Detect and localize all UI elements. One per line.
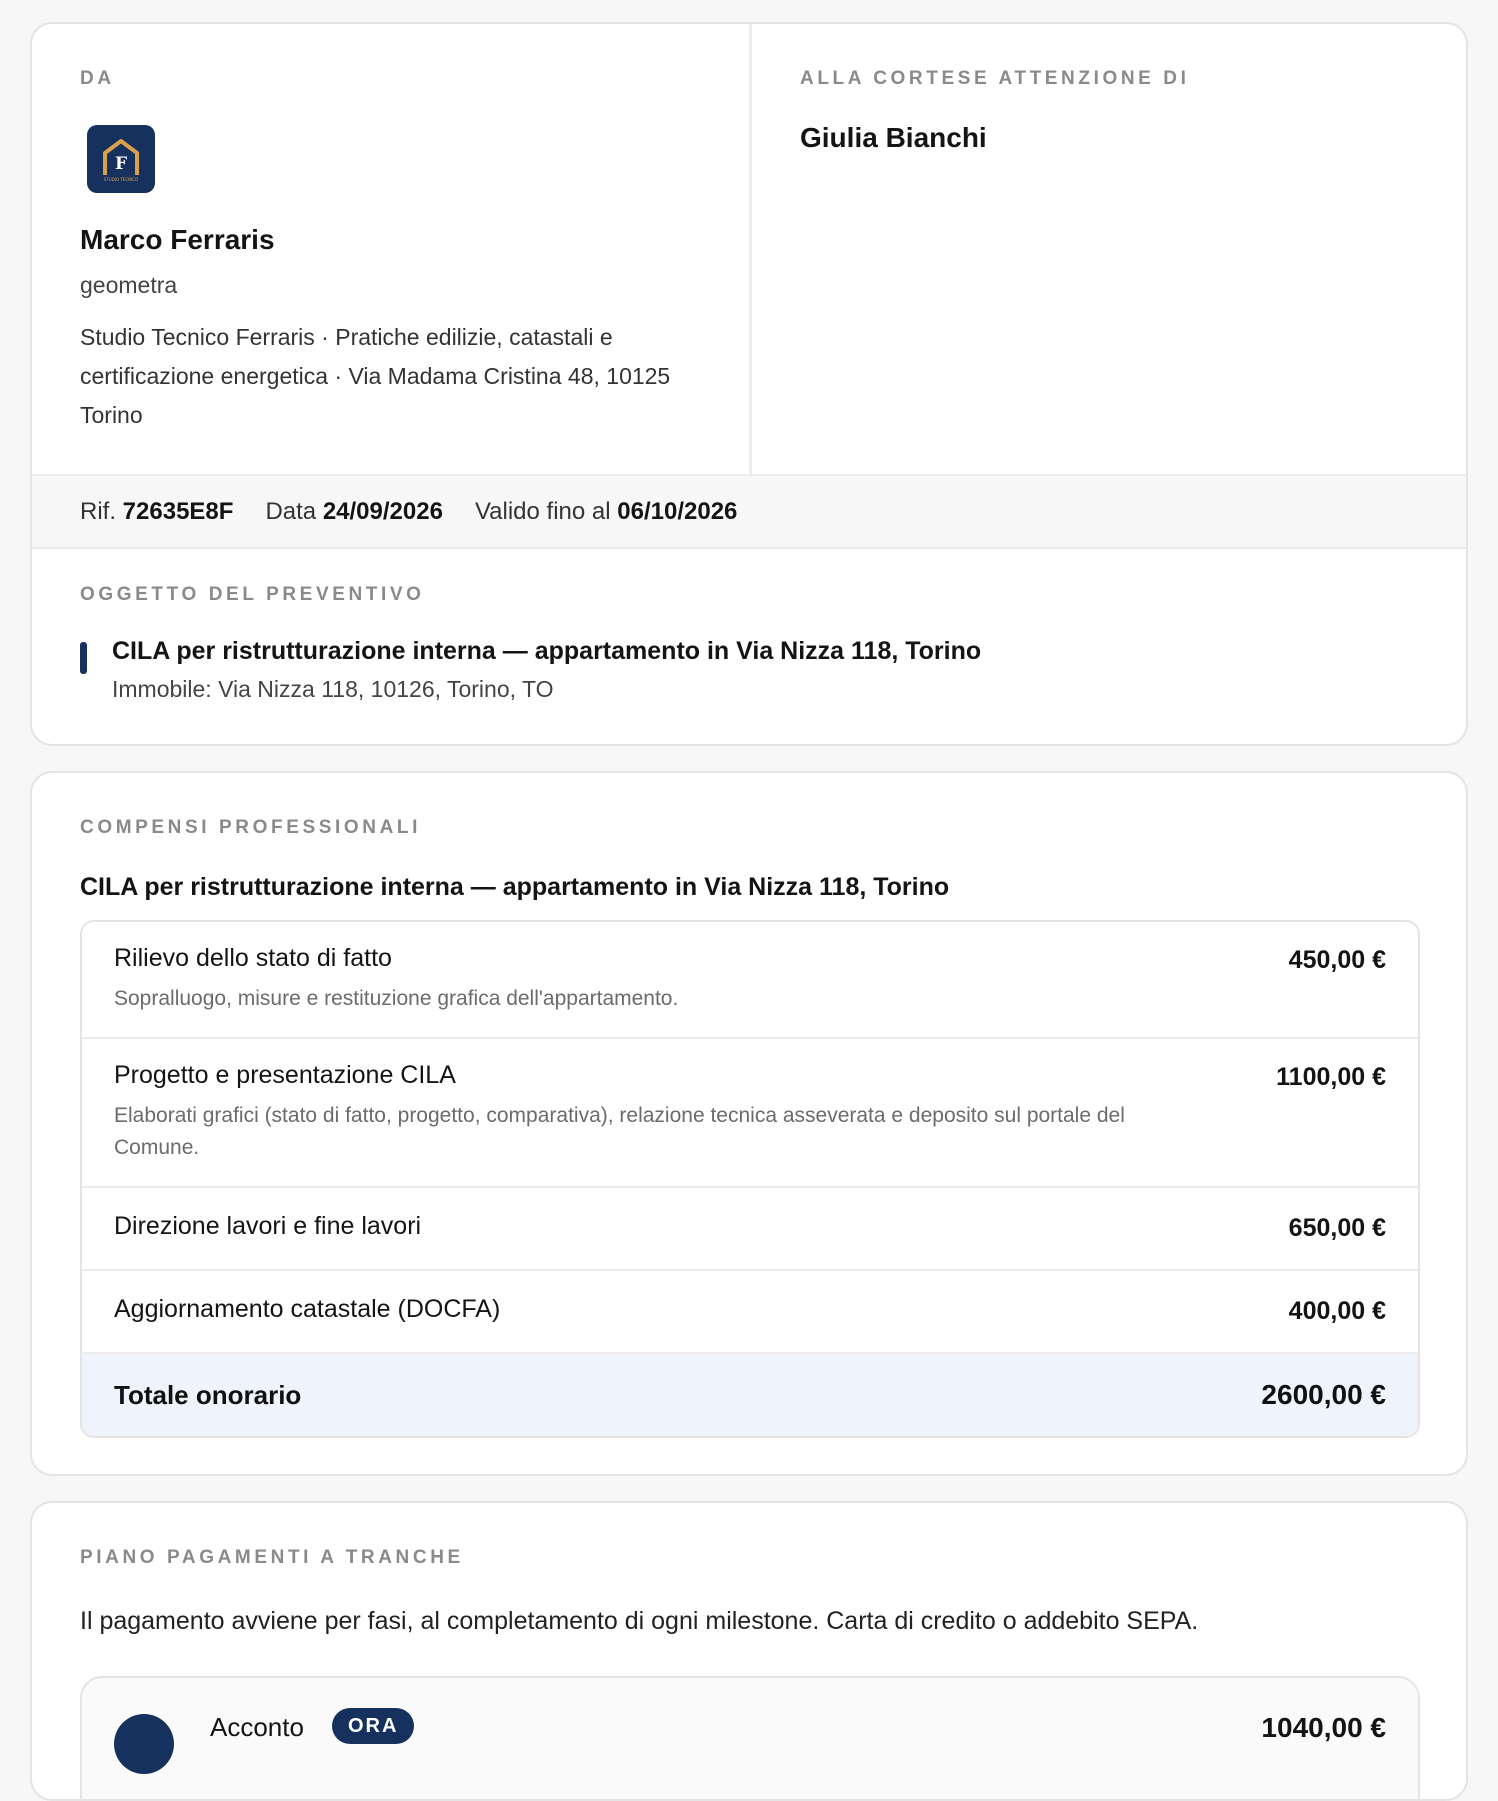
fee-total-row xyxy=(82,1354,1418,1436)
quote-valid-until: Valido fino al 06/10/2026 xyxy=(474,497,738,525)
fee-amount: 450,00 € xyxy=(1288,946,1386,974)
fee-row xyxy=(82,1188,1418,1271)
tranche-name: Acconto xyxy=(210,1712,304,1742)
tranche-status-badge: ORA xyxy=(332,1708,414,1744)
quote-meta-bar xyxy=(32,474,1466,549)
tranche-card xyxy=(80,1676,1420,1801)
quote-date: Data 24/09/2026 xyxy=(265,497,443,525)
fee-label: Progetto e presentazione CILA xyxy=(114,1061,456,1089)
sender-role: geometra xyxy=(80,272,178,298)
fee-amount: 650,00 € xyxy=(1288,1214,1386,1242)
fees-section-label: COMPENSI PROFESSIONALI xyxy=(80,817,422,838)
quote-header-card xyxy=(30,22,1468,746)
payment-plan-card xyxy=(30,1501,1468,1801)
sender-column xyxy=(32,24,752,474)
fee-label: Aggiornamento catastale (DOCFA) xyxy=(114,1295,501,1323)
fees-project-title: CILA per ristrutturazione interna — appartamento in Via Nizza 118, Torino xyxy=(80,873,950,901)
fee-label: Direzione lavori e fine lavori xyxy=(114,1212,422,1240)
fees-card xyxy=(30,771,1468,1476)
sender-section-label: DA xyxy=(80,68,115,89)
subject-title: CILA per ristrutturazione interna — appartamento in Via Nizza 118, Torino xyxy=(112,637,982,665)
sender-address: Studio Tecnico Ferraris · Pratiche edilizie, catastali e certificazione energetica · Via Madama Cristina 48, 10125 Torino xyxy=(80,324,671,428)
fee-row xyxy=(82,1039,1418,1188)
logo-caption: STUDIO TECNICO xyxy=(103,177,139,182)
quote-reference: Rif. 72635E8F xyxy=(80,497,234,525)
fee-total-label: Totale onorario xyxy=(114,1379,302,1410)
fee-amount: 400,00 € xyxy=(1288,1297,1386,1325)
logo-letter: F xyxy=(114,154,128,174)
payments-intro: Il pagamento avviene per fasi, al completamento di ogni milestone. Carta di credito o addebito SEPA. xyxy=(80,1607,1199,1635)
sender-name: Marco Ferraris xyxy=(80,224,275,255)
recipient-column xyxy=(752,24,1466,474)
subject-section-label: OGGETTO DEL PREVENTIVO xyxy=(80,584,425,605)
fee-description: Sopralluogo, misure e restituzione grafica dell'appartamento. xyxy=(114,987,679,1010)
fee-amount: 1100,00 € xyxy=(1276,1063,1386,1091)
fee-row xyxy=(82,1271,1418,1354)
recipient-section-label: ALLA CORTESE ATTENZIONE DI xyxy=(800,68,1190,89)
house-logo-icon xyxy=(87,125,155,193)
subject-property: Immobile: Via Nizza 118, 10126, Torino, TO xyxy=(112,676,554,702)
subject-body xyxy=(80,634,1420,703)
recipient-name: Giulia Bianchi xyxy=(800,122,987,153)
fees-table xyxy=(80,920,1420,1438)
tranche-amount: 1040,00 € xyxy=(1261,1712,1386,1743)
studio-logo xyxy=(87,125,155,193)
subject-accent-bar xyxy=(80,642,87,674)
fee-label: Rilievo dello stato di fatto xyxy=(114,944,392,972)
fee-total-amount: 2600,00 € xyxy=(1261,1379,1386,1410)
fee-row xyxy=(82,922,1418,1039)
parties-section xyxy=(32,24,1466,474)
payments-section-label: PIANO PAGAMENTI A TRANCHE xyxy=(80,1547,464,1568)
fee-description: Elaborati grafici (stato di fatto, progetto, comparativa), relazione tecnica asseverata e deposito sul portale del Comune. xyxy=(114,1104,1125,1159)
quote-subject xyxy=(80,584,1420,703)
tranche-step-icon xyxy=(114,1714,174,1774)
